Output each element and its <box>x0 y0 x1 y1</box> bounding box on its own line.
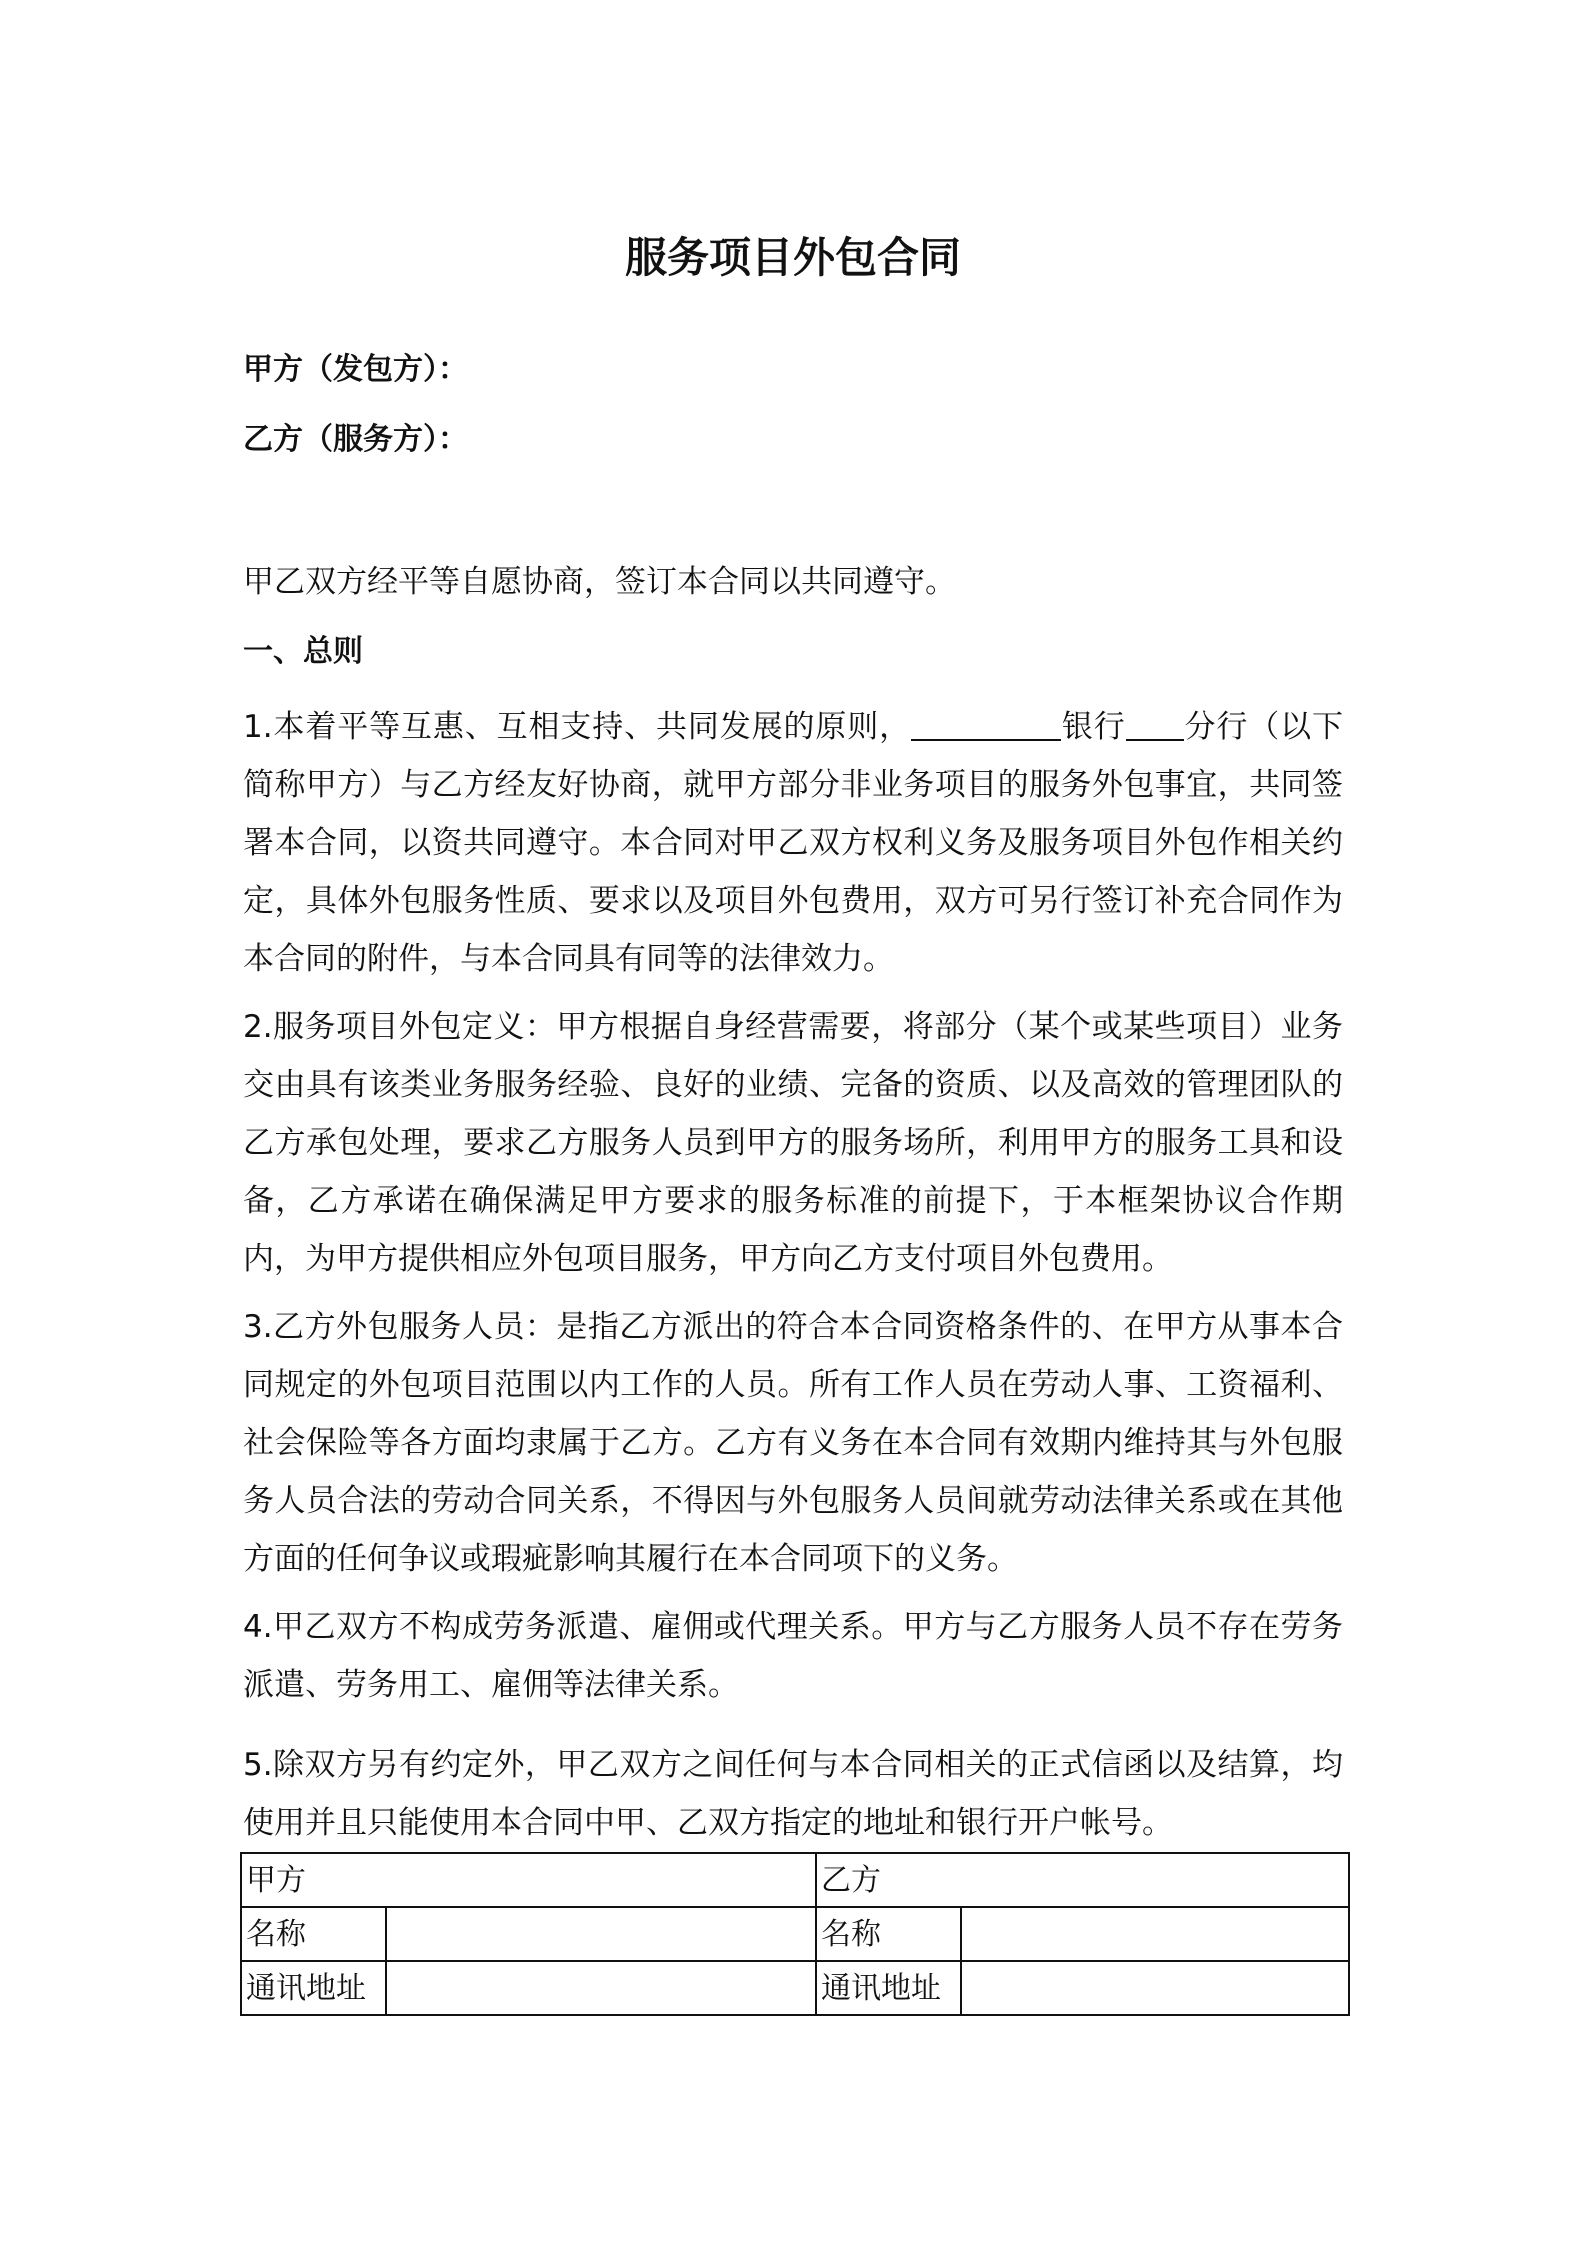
party-b-address-value[interactable] <box>961 1961 1349 2015</box>
party-info-table <box>240 1852 1350 2016</box>
party-a-name-value[interactable] <box>386 1907 816 1961</box>
table-row <box>241 1907 1349 1961</box>
clause-3: 3.乙方外包服务人员：是指乙方派出的符合本合同资格条件的、在甲方从事本合同规定的外包项目范围以内工作的人员。所有工作人员在劳动人事、工资福利、社会保险等各方面均隶属于乙方。乙方有义务在本合同有效期内维持其与外包服务人员合法的劳动合同关系，不得因与外包服务人员间就劳动法律关系或在其他方面的任何争议或瑕疵影响其履行在本合同项下的义务。 <box>243 1309 1343 1577</box>
party-b-header-cell: 乙方 <box>816 1853 1349 1907</box>
table-row <box>241 1961 1349 2015</box>
party-b-address-label: 通讯地址 <box>816 1961 961 2015</box>
party-a-header-cell: 甲方 <box>241 1853 816 1907</box>
table-header-row <box>241 1853 1349 1907</box>
clause-5: 5.除双方另有约定外，甲乙双方之间任何与本合同相关的正式信函以及结算，均使用并且只能使用本合同中甲、乙双方指定的地址和银行开户帐号。 <box>243 1747 1343 1841</box>
party-a-line: 甲方（发包方）： <box>243 352 468 387</box>
party-a-address-value[interactable] <box>386 1961 816 2015</box>
clause-1-text-start: 1.本着平等互惠、互相支持、共同发展的原则， <box>243 709 911 745</box>
branch-name-blank[interactable] <box>1126 707 1184 741</box>
party-b-name-label: 名称 <box>816 1907 961 1961</box>
party-b-name-value[interactable] <box>961 1907 1349 1961</box>
clause-2: 2.服务项目外包定义：甲方根据自身经营需要，将部分（某个或某些项目）业务交由具有该类业务服务经验、良好的业绩、完备的资质、以及高效的管理团队的乙方承包处理，要求乙方服务人员到甲方的服务场所，利用甲方的服务工具和设备，乙方承诺在确保满足甲方要求的服务标准的前提下，于本框架协议合作期内，为甲方提供相应外包项目服务，甲方向乙方支付项目外包费用。 <box>243 1009 1343 1277</box>
party-a-address-label: 通讯地址 <box>241 1961 386 2015</box>
party-a-name-label: 名称 <box>241 1907 386 1961</box>
party-b-line: 乙方（服务方）： <box>243 422 468 457</box>
bank-name-blank[interactable] <box>911 707 1061 741</box>
clause-4: 4.甲乙双方不构成劳务派遣、雇佣或代理关系。甲方与乙方服务人员不存在劳务派遣、劳务用工、雇佣等法律关系。 <box>243 1609 1343 1703</box>
clause-1-text-rest: 分行（以下简称甲方）与乙方经友好协商，就甲方部分非业务项目的服务外包事宜，共同签署本合同，以资共同遵守。本合同对甲乙双方权利义务及服务项目外包作相关约定，具体外包服务性质、要求以及项目外包费用，双方可另行签订补充合同作为本合同的附件，与本合同具有同等的法律效力。 <box>243 709 1344 977</box>
clause-1 <box>243 698 1343 988</box>
document-title: 服务项目外包合同 <box>624 233 961 282</box>
bank-label: 银行 <box>1060 709 1126 745</box>
intro-paragraph: 甲乙双方经平等自愿协商，签订本合同以共同遵守。 <box>243 564 956 600</box>
section-heading-general: 一、总则 <box>243 634 363 669</box>
